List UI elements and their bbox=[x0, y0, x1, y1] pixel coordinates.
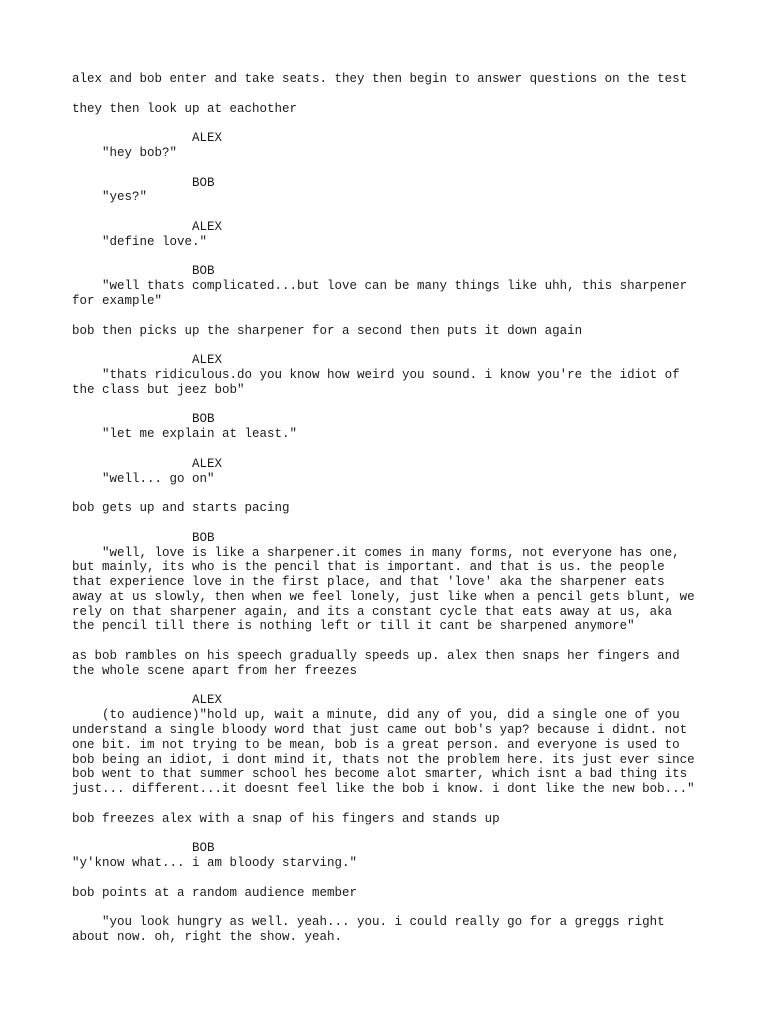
blank-line bbox=[72, 871, 712, 886]
character-name: BOB bbox=[72, 530, 215, 545]
blank-line bbox=[72, 634, 712, 649]
action-line: understand a single bloody word that just came out bob's yap? because i didnt. not bbox=[72, 723, 688, 738]
dialogue-line: "well... go on" bbox=[72, 471, 215, 486]
dialogue-line: (to audience)"hold up, wait a minute, did any of you, did a single one of you bbox=[72, 708, 680, 723]
character-name: ALEX bbox=[72, 131, 223, 146]
action-line: bob points at a random audience member bbox=[72, 885, 358, 900]
dialogue-line: "let me explain at least." bbox=[72, 427, 298, 442]
blank-line bbox=[72, 250, 712, 265]
blank-line bbox=[72, 87, 712, 102]
character-name: ALEX bbox=[72, 456, 223, 471]
dialogue-line: "you look hungry as well. yeah... you. i could really go for a greggs right bbox=[72, 915, 665, 930]
action-line: the class but jeez bob" bbox=[72, 382, 245, 397]
action-line: as bob rambles on his speech gradually speeds up. alex then snaps her fingers and bbox=[72, 649, 680, 664]
dialogue-line: "define love." bbox=[72, 234, 208, 249]
action-line: they then look up at eachother bbox=[72, 101, 298, 116]
character-name: BOB bbox=[72, 412, 215, 427]
action-line: that experience love in the first place, and that 'love' aka the sharpener eats bbox=[72, 575, 665, 590]
action-line: the whole scene apart from her freezes bbox=[72, 663, 358, 678]
blank-line bbox=[72, 205, 712, 220]
blank-line bbox=[72, 338, 712, 353]
dialogue-line: "well, love is like a sharpener.it comes in many forms, not everyone has one, bbox=[72, 545, 680, 560]
action-line: bob went to that summer school hes become alot smarter, which isnt a bad thing its bbox=[72, 767, 688, 782]
blank-line bbox=[72, 901, 712, 916]
blank-line bbox=[72, 679, 712, 694]
action-line: alex and bob enter and take seats. they then begin to answer questions on the test bbox=[72, 72, 688, 86]
action-line: away at us slowly, then when we feel lonely, just like when a pencil gets blunt, we bbox=[72, 589, 695, 604]
action-line: just... different...it doesnt feel like the bob i know. i dont like the new bob..." bbox=[72, 782, 695, 797]
blank-line bbox=[72, 516, 712, 531]
action-line: bob then picks up the sharpener for a second then puts it down again bbox=[72, 323, 583, 338]
character-name: ALEX bbox=[72, 693, 223, 708]
character-name: BOB bbox=[72, 264, 215, 279]
character-name: BOB bbox=[72, 175, 215, 190]
character-name: BOB bbox=[72, 841, 215, 856]
blank-line bbox=[72, 797, 712, 812]
blank-line bbox=[72, 161, 712, 176]
dialogue-line: "well thats complicated...but love can be many things like uhh, this sharpener bbox=[72, 279, 688, 294]
character-name: ALEX bbox=[72, 219, 223, 234]
blank-line bbox=[72, 827, 712, 842]
action-line: bob freezes alex with a snap of his fingers and stands up bbox=[72, 811, 500, 826]
action-line: one bit. im not trying to be mean, bob is a great person. and everyone is used to bbox=[72, 737, 680, 752]
blank-line bbox=[72, 398, 712, 413]
dialogue-line: "yes?" bbox=[72, 190, 148, 205]
blank-line bbox=[72, 486, 712, 501]
dialogue-line: "thats ridiculous.do you know how weird you sound. i know you're the idiot of bbox=[72, 367, 680, 382]
action-line: for example" bbox=[72, 293, 163, 308]
action-line: bob gets up and starts pacing bbox=[72, 501, 290, 516]
action-line: but mainly, its who is the pencil that is important. and that is us. the people bbox=[72, 560, 665, 575]
action-line: bob being an idiot, i dont mind it, thats not the problem here. its just ever since bbox=[72, 752, 695, 767]
action-line: about now. oh, right the show. yeah. bbox=[72, 930, 343, 945]
action-line: rely on that sharpener again, and its a constant cycle that eats away at us, aka bbox=[72, 604, 673, 619]
character-name: ALEX bbox=[72, 353, 223, 368]
blank-line bbox=[72, 442, 712, 457]
blank-line bbox=[72, 116, 712, 131]
action-line: the pencil till there is nothing left or till it cant be sharpened anymore" bbox=[72, 619, 635, 634]
dialogue-line: "hey bob?" bbox=[72, 145, 178, 160]
blank-line bbox=[72, 309, 712, 324]
dialogue-line: "y'know what... i am bloody starving." bbox=[72, 856, 358, 871]
script-page bbox=[72, 72, 712, 945]
